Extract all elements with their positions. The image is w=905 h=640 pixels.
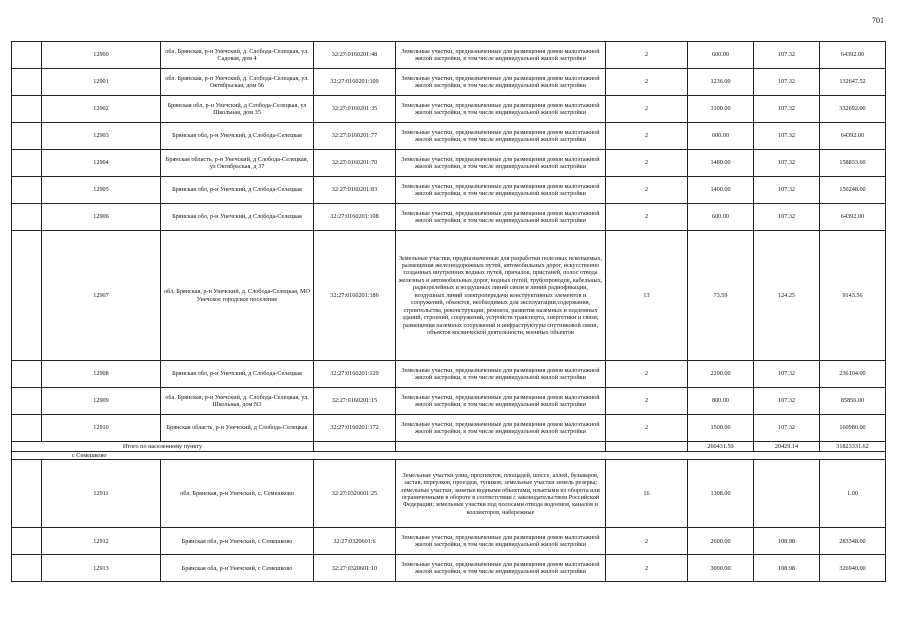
specific-value: 107.32 (754, 177, 820, 204)
use-group-code: 2 (606, 415, 688, 442)
specific-value: 107.32 (754, 204, 820, 231)
cadastral-number: 32:27:0160201:77 (314, 123, 396, 150)
address-cell: обл. Брянская, р-н Унечский, с. Семешково (161, 460, 314, 528)
table-row (12, 96, 886, 123)
table-row (12, 415, 886, 442)
blank-cell (12, 42, 42, 69)
row-number: 12912 (42, 528, 161, 555)
address-cell: Брянская область, р-н Унечский, д Слобода-Селецкая (161, 415, 314, 442)
address-cell: Брянская обл, р-н Унечский, с Семешково (161, 528, 314, 555)
row-number: 12910 (42, 415, 161, 442)
use-group-code: 2 (606, 69, 688, 96)
row-number: 12902 (42, 96, 161, 123)
cadastral-value: 326940.00 (820, 555, 886, 582)
land-use-description: Земельные участки, предназначенные для размещения домов малоэтажной жилой застройки, в том числе индивидуальной жилой застройки (396, 528, 606, 555)
address-cell: Брянская обл, р-н Унечский, д Слобода-Селецкая (161, 177, 314, 204)
cadastral-number: 32:27:0320601:25 (314, 460, 396, 528)
cadastral-value: 332692.00 (820, 96, 886, 123)
use-group-code: 2 (606, 555, 688, 582)
address-cell: Брянская обл, р-н Унечский, д Слобода-Селецкая, ул Школьная, дом 35 (161, 96, 314, 123)
cadastral-value: 1.00 (820, 460, 886, 528)
address-cell: Брянская обл, р-н Унечский, с Семешково (161, 555, 314, 582)
specific-value (754, 460, 820, 528)
table-row (12, 123, 886, 150)
blank-cell (12, 69, 42, 96)
land-use-description: Земельные участки, предназначенные для размещения домов малоэтажной жилой застройки, в том числе индивидуальной жилой застройки (396, 123, 606, 150)
address-cell: Брянская обл, р-н Унечский, д Слобода-Селецкая (161, 361, 314, 388)
address-cell: обл. Брянская, р-н Унечский, д. Слобода-Селецкая, ул. Школьная, дом N3 (161, 388, 314, 415)
area-value: 1236.00 (688, 69, 754, 96)
total-area: 260431.59 (688, 442, 754, 452)
cadastral-value: 160980.00 (820, 415, 886, 442)
row-number: 12907 (42, 231, 161, 361)
use-group-code: 13 (606, 231, 688, 361)
table-row (12, 528, 886, 555)
table-row (12, 42, 886, 69)
land-use-description: Земельные участки, предназначенные для размещения домов малоэтажной жилой застройки, в том числе индивидуальной жилой застройки (396, 388, 606, 415)
use-group-code: 2 (606, 204, 688, 231)
specific-value: 108.98 (754, 528, 820, 555)
area-value: 73.59 (688, 231, 754, 361)
use-group-code: 2 (606, 528, 688, 555)
area-value: 1400.00 (688, 177, 754, 204)
table-row (12, 388, 886, 415)
specific-value: 107.32 (754, 123, 820, 150)
specific-value: 107.32 (754, 361, 820, 388)
address-cell: обл. Брянская, р-н Унечский, д. Слобода-Селецкая, ул. Садовая, дом 4 (161, 42, 314, 69)
cadastral-number: 32:27:0160201:35 (314, 96, 396, 123)
blank-cell (12, 150, 42, 177)
row-number: 12911 (42, 460, 161, 528)
cadastral-number: 32:27:0160201:186 (314, 231, 396, 361)
cadastral-number: 32:27:0160201:15 (314, 388, 396, 415)
use-group-code: 2 (606, 96, 688, 123)
cadastral-value: 64392.00 (820, 204, 886, 231)
row-number: 12909 (42, 388, 161, 415)
land-use-description: Земельные участки, предназначенные для размещения домов малоэтажной жилой застройки, в том числе индивидуальной жилой застройки (396, 96, 606, 123)
blank-cell (12, 460, 42, 528)
specific-value: 107.32 (754, 96, 820, 123)
address-cell: обл. Брянская, р-н Унечский, д. Слобода-Селецкая, ул. Октябрьская, дом 56 (161, 69, 314, 96)
land-use-description: Земельные участки, предназначенные для размещения домов малоэтажной жилой застройки, в том числе индивидуальной жилой застройки (396, 177, 606, 204)
cadastral-number: 32:27:0160201:109 (314, 69, 396, 96)
cadastral-value: 9143.56 (820, 231, 886, 361)
land-use-description: Земельные участки, предназначенные для размещения домов малоэтажной жилой застройки, в том числе индивидуальной жилой застройки (396, 150, 606, 177)
area-value: 1308.00 (688, 460, 754, 528)
land-use-description: Земельные участки, предназначенные для разработки полезных ископаемых, размещения железнодорожных путей, автомобильных дорог, искусственно созданных внутренних водных путей, причалов, пристаней, полос отвода железных и автомобильных дорог, водных путей, трубопроводов, кабельных, радиорелейных и воздушных линий связи и линий радиофикации, воздушных линий электропередачи конструктивных элементов и сооружений, объектов, необходимых для эксплуатации,содержания, строительства, реконструкции, ремонта, развития наземных и подземных зданий, строений, сооружений, устройств транспорта, энергетики и связи; размещения наземных сооружений и инфраструктуры спутниковой связи, объектов космической деятельности, военных объектов (396, 231, 606, 361)
table-row (12, 150, 886, 177)
specific-value: 107.32 (754, 150, 820, 177)
blank-cell (12, 388, 42, 415)
total-label: Итого по населенному пункту (12, 442, 314, 452)
cadastral-number: 32:27:0320601:6 (314, 528, 396, 555)
row-number: 12904 (42, 150, 161, 177)
table-row (12, 204, 886, 231)
table-body (12, 42, 886, 442)
area-value: 2600.00 (688, 528, 754, 555)
row-number: 12913 (42, 555, 161, 582)
total-value: 31823331.62 (820, 442, 886, 452)
cadastral-value: 150248.00 (820, 177, 886, 204)
blank-cell (12, 415, 42, 442)
area-value: 3000.00 (688, 555, 754, 582)
area-value: 800.00 (688, 388, 754, 415)
cadastral-value: 64392.00 (820, 42, 886, 69)
row-number: 12908 (42, 361, 161, 388)
total-row (12, 442, 886, 452)
address-cell: обл. Брянская, р-н Унечский, д. Слобода-Селецкая, МО Унечское городское поселение (161, 231, 314, 361)
area-value: 3100.00 (688, 96, 754, 123)
use-group-code: 2 (606, 42, 688, 69)
total-rate: 20429.14 (754, 442, 820, 452)
table-row (12, 69, 886, 96)
use-group-code: 2 (606, 388, 688, 415)
use-group-code: 2 (606, 150, 688, 177)
area-value: 1480.00 (688, 150, 754, 177)
address-cell: Брянская обл, р-н Унечский, д Слобода-Селецкая (161, 204, 314, 231)
blank-cell (12, 123, 42, 150)
cadastral-value: 64392.00 (820, 123, 886, 150)
blank-cell (12, 528, 42, 555)
specific-value: 107.32 (754, 69, 820, 96)
land-use-description: Земельные участки, предназначенные для размещения домов малоэтажной жилой застройки, в том числе индивидуальной жилой застройки (396, 204, 606, 231)
section-row (12, 452, 886, 460)
table-row (12, 177, 886, 204)
blank-cell (12, 204, 42, 231)
specific-value: 107.32 (754, 42, 820, 69)
cadastral-value: 85856.00 (820, 388, 886, 415)
table-row (12, 460, 886, 528)
area-value: 1500.00 (688, 415, 754, 442)
land-use-description: Земельные участки, предназначенные для размещения домов малоэтажной жилой застройки, в том числе индивидуальной жилой застройки (396, 42, 606, 69)
row-number: 12903 (42, 123, 161, 150)
table-row (12, 555, 886, 582)
blank-cell (12, 555, 42, 582)
area-value: 600.00 (688, 123, 754, 150)
page-number: 701 (872, 16, 884, 25)
cadastral-value: 236104.00 (820, 361, 886, 388)
blank-cell (12, 361, 42, 388)
total-empty-cell (396, 442, 606, 452)
cadastral-number: 32:27:0160201:70 (314, 150, 396, 177)
row-number: 12901 (42, 69, 161, 96)
cadastral-number: 32:27:0160201:83 (314, 177, 396, 204)
row-number: 12900 (42, 42, 161, 69)
land-use-description: Земельные участки улиц, проспектов, площадей, шоссе, аллей, бульваров, застав, переулков, проездов, тупиков; земельные участки земель резерва; земельные участки, занятые водными объектами, изъятыми из оборота или ограниченными в обороте в соответствии с законодательством Российской Федерации; земельные участки под полосами отвода водоемов, каналов и коллекторов, набережные (396, 460, 606, 528)
use-group-code: 16 (606, 460, 688, 528)
address-cell: Брянская обл, р-н Унечский, д Слобода-Селецкая (161, 123, 314, 150)
land-use-description: Земельные участки, предназначенные для размещения домов малоэтажной жилой застройки, в том числе индивидуальной жилой застройки (396, 555, 606, 582)
specific-value: 108.98 (754, 555, 820, 582)
area-value: 600.00 (688, 204, 754, 231)
blank-cell (12, 177, 42, 204)
row-number: 12905 (42, 177, 161, 204)
land-use-description: Земельные участки, предназначенные для размещения домов малоэтажной жилой застройки, в том числе индивидуальной жилой застройки (396, 69, 606, 96)
cadastral-number: 32:27:0160201:48 (314, 42, 396, 69)
specific-value: 107.32 (754, 415, 820, 442)
area-value: 600.00 (688, 42, 754, 69)
blank-cell (12, 231, 42, 361)
table-row (12, 361, 886, 388)
blank-cell (12, 96, 42, 123)
table-body (12, 452, 886, 582)
area-value: 2200.00 (688, 361, 754, 388)
land-use-description: Земельные участки, предназначенные для размещения домов малоэтажной жилой застройки, в том числе индивидуальной жилой застройки (396, 415, 606, 442)
row-number: 12906 (42, 204, 161, 231)
total-empty-cell (606, 442, 688, 452)
section-label: с Семешково (12, 452, 886, 460)
land-use-description: Земельные участки, предназначенные для размещения домов малоэтажной жилой застройки, в том числе индивидуальной жилой застройки (396, 361, 606, 388)
use-group-code: 2 (606, 123, 688, 150)
cadastral-number: 32:27:0160201:129 (314, 361, 396, 388)
cadastral-value: 158833.60 (820, 150, 886, 177)
cadastral-value-table (11, 41, 886, 582)
use-group-code: 2 (606, 177, 688, 204)
cadastral-value: 132647.52 (820, 69, 886, 96)
cadastral-number: 32:27:0320601:10 (314, 555, 396, 582)
specific-value: 124.25 (754, 231, 820, 361)
total-empty-cell (314, 442, 396, 452)
use-group-code: 2 (606, 361, 688, 388)
cadastral-number: 32:27:0160201:172 (314, 415, 396, 442)
cadastral-value: 283348.00 (820, 528, 886, 555)
cadastral-number: 32:27:0160201:108 (314, 204, 396, 231)
table-row (12, 231, 886, 361)
address-cell: Брянская область, р-н Унечский, д Слобода-Селецкая, ул Октябрьская, д 37 (161, 150, 314, 177)
specific-value: 107.32 (754, 388, 820, 415)
